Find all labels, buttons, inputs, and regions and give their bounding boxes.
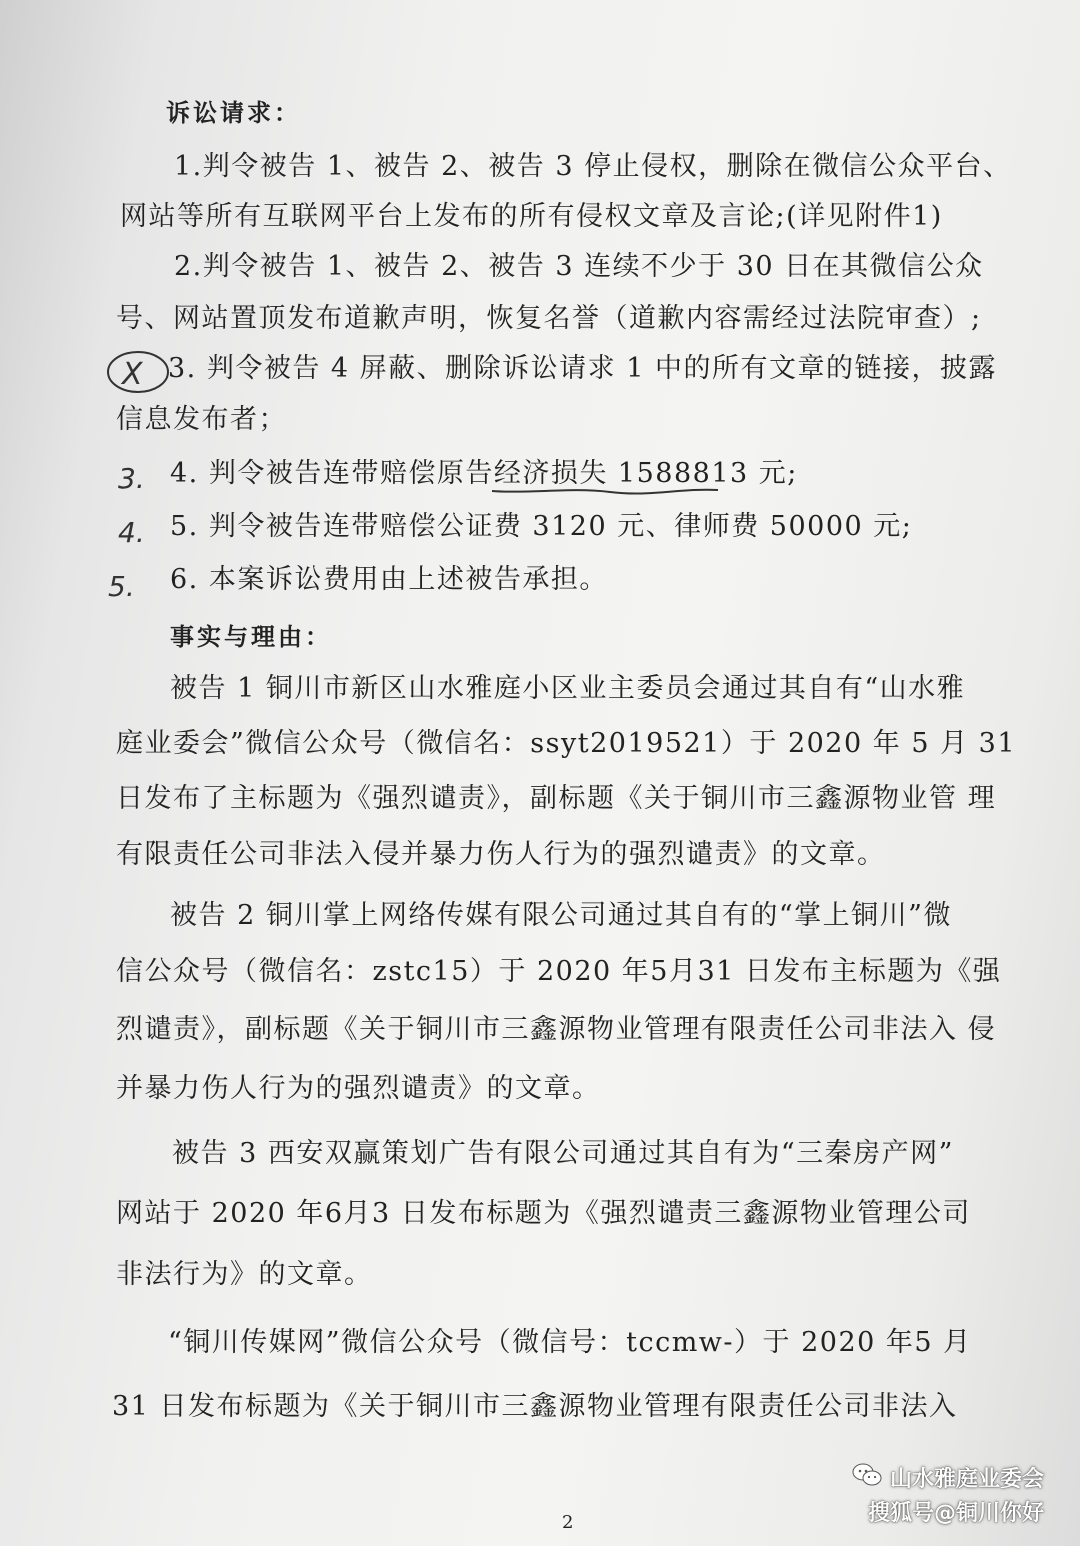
handwritten-underline <box>490 484 722 498</box>
text-line: 4. 判令被告连带赔偿原告经济损失 1588813 元; <box>170 458 798 489</box>
text-line: 网站等所有互联网平台上发布的所有侵权文章及言论;(详见附件1) <box>120 201 943 232</box>
claims-heading: 诉讼请求： <box>166 98 301 127</box>
text-line: 31 日发布标题为《关于铜川市三鑫源物业管理有限责任公司非法入 <box>112 1391 958 1422</box>
text-line: 被告 2 铜川掌上网络传媒有限公司通过其自有的“掌上铜川”微 <box>170 900 952 931</box>
text-line: 网站于 2020 年6月3 日发布标题为《强烈谴责三鑫源物业管理公司 <box>116 1198 971 1229</box>
watermark-source: 搜狐号@铜川你好 <box>867 1501 1044 1526</box>
text-line: 2.判令被告 1、被告 2、被告 3 连续不少于 30 日在其微信公众 <box>174 251 984 282</box>
text-line: 1.判令被告 1、被告 2、被告 3 停止侵权，删除在微信公众平台、 <box>174 151 1012 182</box>
text-line: 号、网站置顶发布道歉声明，恢复名誉（道歉内容需经过法院审查）; <box>116 303 982 334</box>
handwritten-x-text: X <box>122 357 143 392</box>
text-line: 3. 判令被告 4 屏蔽、删除诉讼请求 1 中的所有文章的链接，披露 <box>168 353 998 384</box>
text-line: 有限责任公司非法入侵并暴力伤人行为的强烈谴责》的文章。 <box>116 839 886 870</box>
text-line: 6. 本案诉讼费用由上述被告承担。 <box>170 564 608 595</box>
handwritten-number: 4. <box>118 516 145 549</box>
handwritten-number: 3. <box>118 462 145 495</box>
watermark-account-row <box>852 1462 1044 1498</box>
page-number: 2 <box>562 1512 574 1533</box>
text-line: “铜川传媒网”微信公众号（微信号：tccmw-）于 2020 年5 月 <box>168 1327 972 1358</box>
handwritten-number: 5. <box>108 570 135 603</box>
text-line: 烈谴责》，副标题《关于铜川市三鑫源物业管理有限责任公司非法入 侵 <box>116 1014 997 1045</box>
watermark-account: 山水雅庭业委会 <box>889 1467 1044 1492</box>
wechat-icon <box>852 1462 882 1498</box>
text-line: 日发布了主标题为《强烈谴责》，副标题《关于铜川市三鑫源物业管 理 <box>116 783 997 814</box>
text-line: 5. 判令被告连带赔偿公证费 3120 元、律师费 50000 元; <box>170 511 913 542</box>
text-line: 被告 3 西安双赢策划广告有限公司通过其自有为“三秦房产网” <box>172 1138 954 1169</box>
text-line: 庭业委会”微信公众号（微信名：ssyt2019521）于 2020 年 5 月 31 <box>116 728 1017 759</box>
text-line: 信息发布者； <box>116 404 287 435</box>
text-line: 并暴力伤人行为的强烈谴责》的文章。 <box>116 1073 601 1104</box>
text-line: 被告 1 铜川市新区山水雅庭小区业主委员会通过其自有“山水雅 <box>170 673 966 704</box>
facts-heading: 事实与理由： <box>170 622 332 651</box>
text-line: 非法行为》的文章。 <box>116 1259 373 1290</box>
watermark <box>852 1462 1044 1530</box>
text-line: 信公众号（微信名：zstc15）于 2020 年5月31 日发布主标题为《强 <box>116 956 1002 987</box>
handwritten-x-mark <box>104 344 176 398</box>
